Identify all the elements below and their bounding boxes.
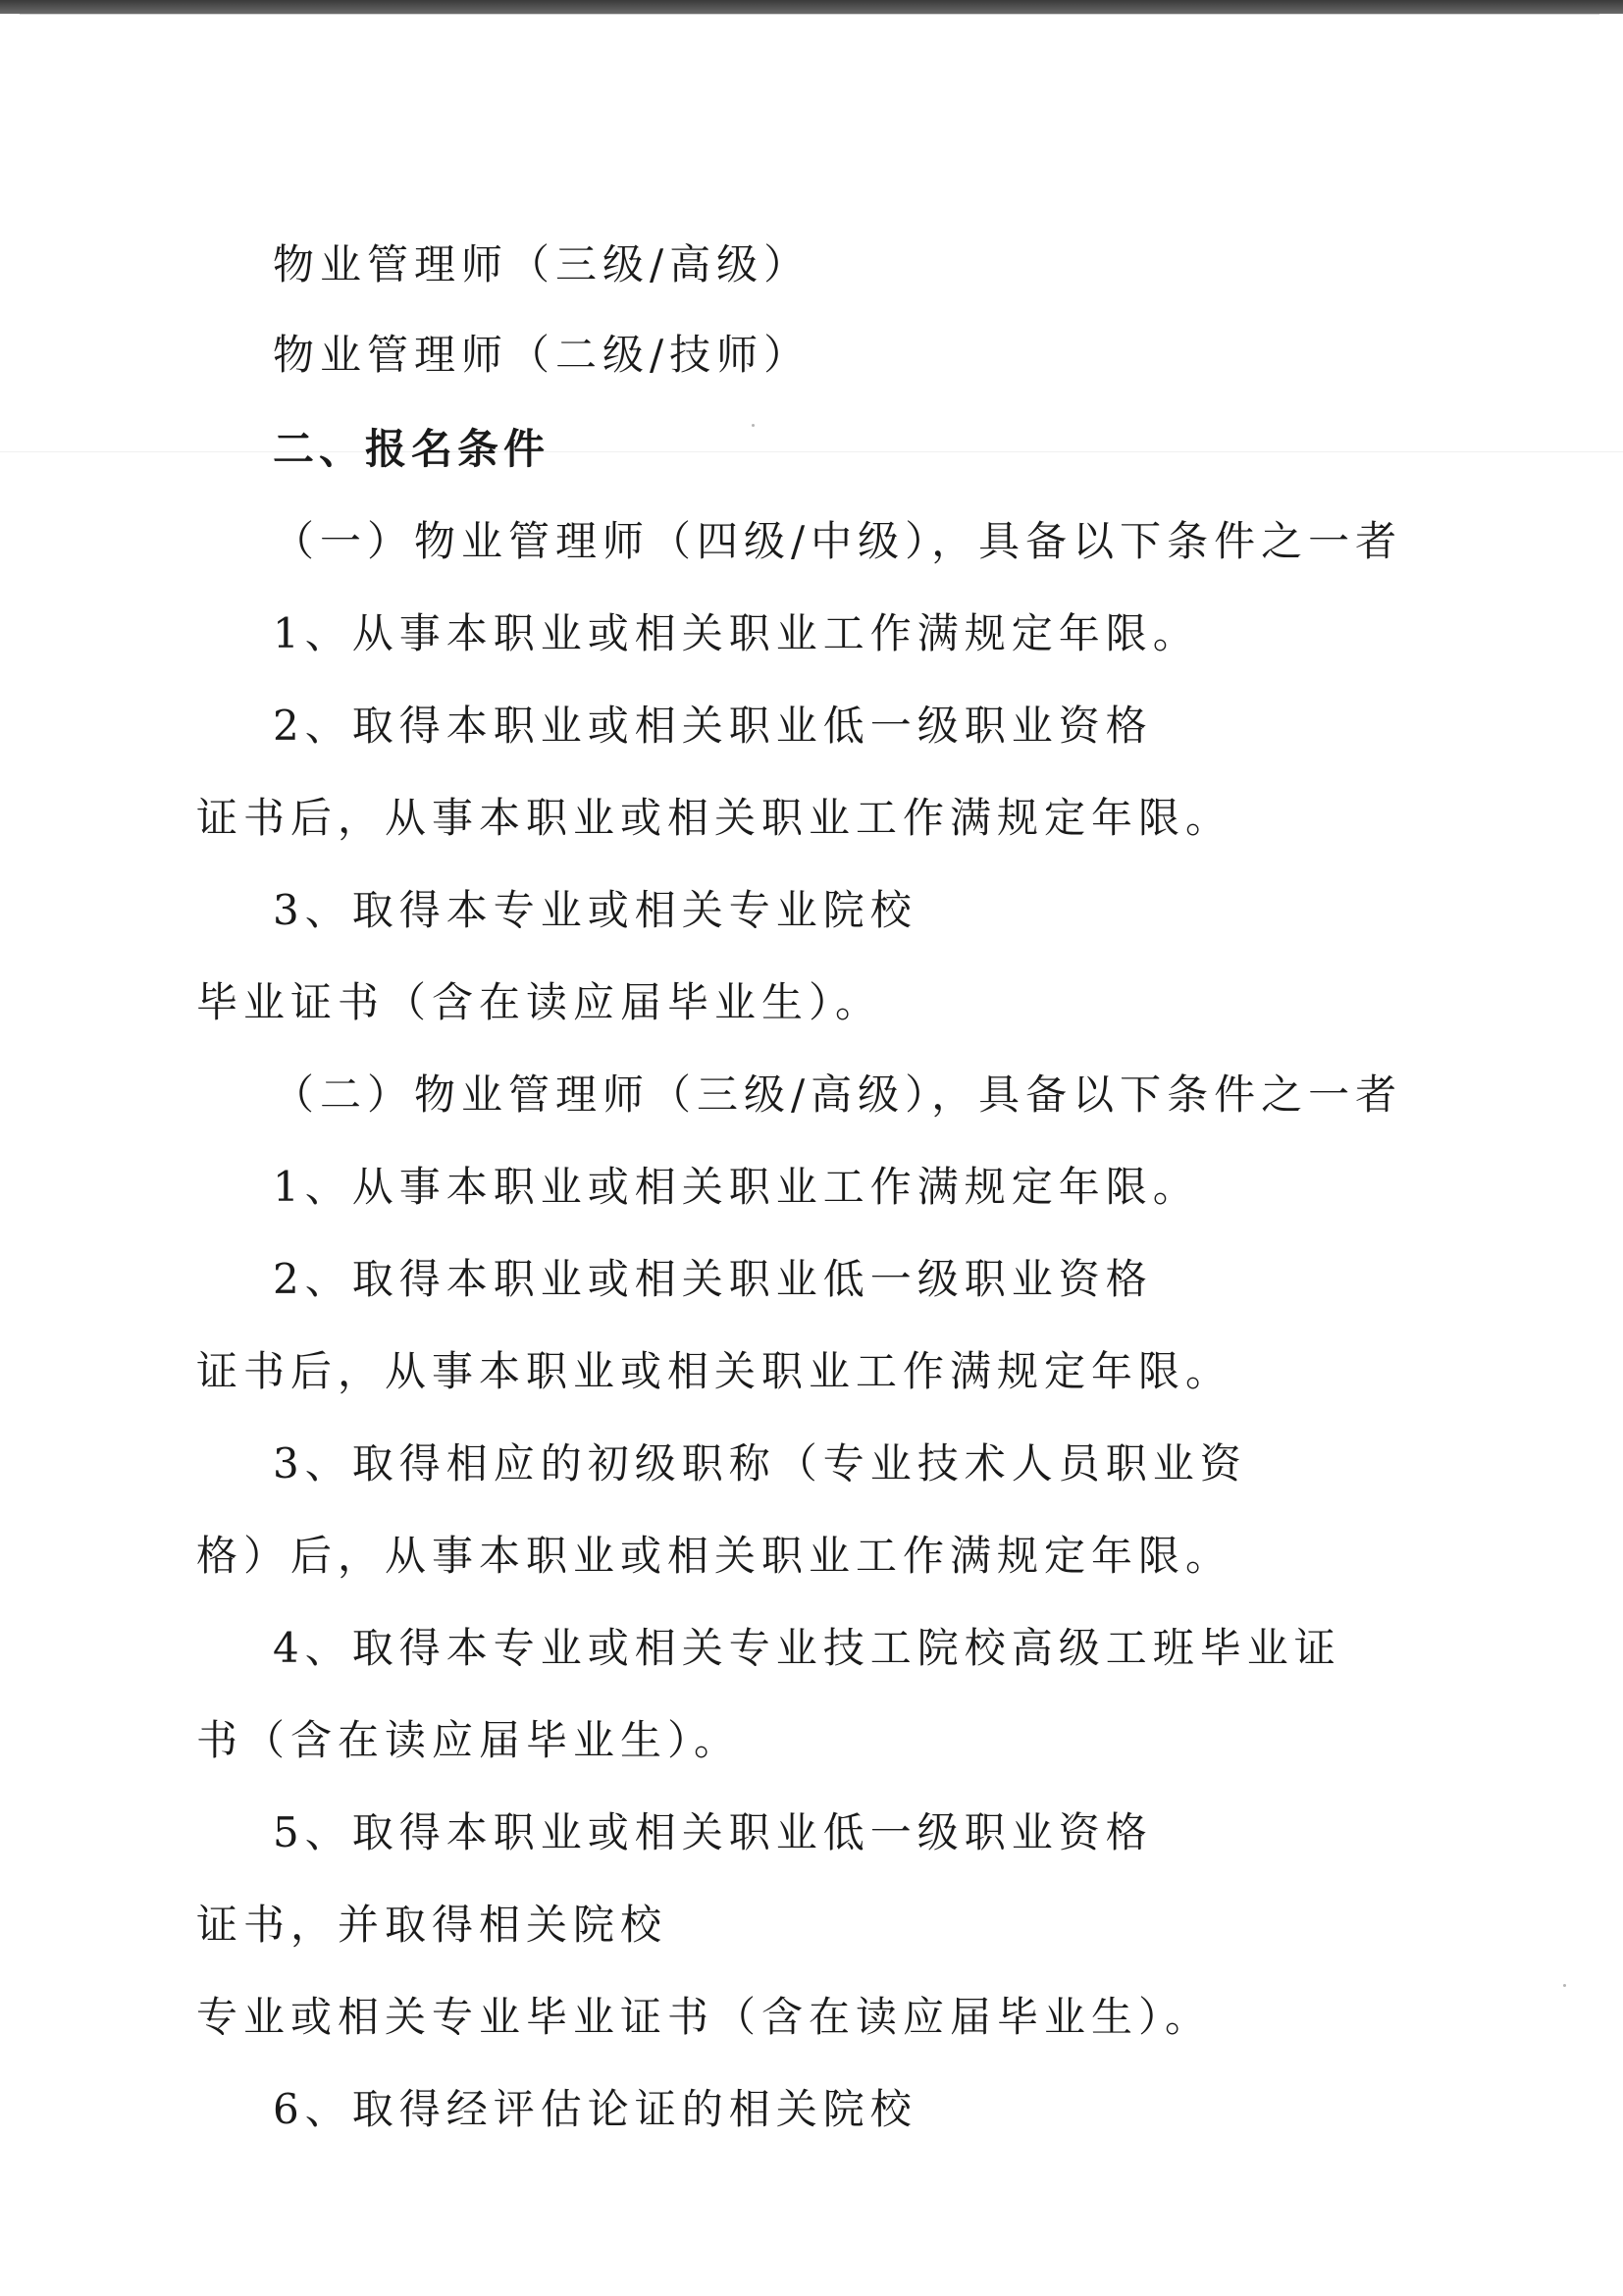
subsection-heading: （二）物业管理师（三级/高级），具备以下条件之一者 (273, 1070, 1403, 1119)
condition-item: 4、取得本专业或相关专业技工院校高级工班毕业证 (273, 1624, 1341, 1672)
condition-item-cont: 书（含在读应届毕业生）。 (196, 1716, 742, 1764)
qualification-level-3: 物业管理师（三级/高级） (273, 240, 812, 288)
condition-item: 5、取得本职业或相关职业低一级职业资格 (273, 1808, 1153, 1856)
condition-item: 1、从事本职业或相关职业工作满规定年限。 (273, 1163, 1200, 1211)
condition-item: 3、取得本专业或相关专业院校 (273, 886, 917, 934)
condition-item-cont: 毕业证书（含在读应届毕业生）。 (196, 978, 883, 1026)
condition-item: 2、取得本职业或相关职业低一级职业资格 (273, 702, 1153, 750)
condition-item-cont: 证书后，从事本职业或相关职业工作满规定年限。 (196, 1347, 1233, 1395)
subsection-heading: （一）物业管理师（四级/中级），具备以下条件之一者 (273, 517, 1403, 565)
condition-item: 3、取得相应的初级职称（专业技术人员职业资 (273, 1439, 1247, 1487)
condition-item: 2、取得本职业或相关职业低一级职业资格 (273, 1255, 1153, 1303)
section-heading: 二、报名条件 (273, 425, 550, 473)
condition-item-cont: 专业或相关专业毕业证书（含在读应届毕业生）。 (196, 1993, 1213, 2041)
condition-item: 6、取得经评估论证的相关院校 (273, 2085, 917, 2133)
condition-item-cont: 格）后，从事本职业或相关职业工作满规定年限。 (196, 1532, 1233, 1580)
condition-item-cont: 证书后，从事本职业或相关职业工作满规定年限。 (196, 794, 1233, 842)
qualification-level-2: 物业管理师（二级/技师） (273, 331, 812, 379)
condition-item: 1、从事本职业或相关职业工作满规定年限。 (273, 609, 1200, 657)
condition-item-cont: 证书，并取得相关院校 (196, 1901, 668, 1949)
